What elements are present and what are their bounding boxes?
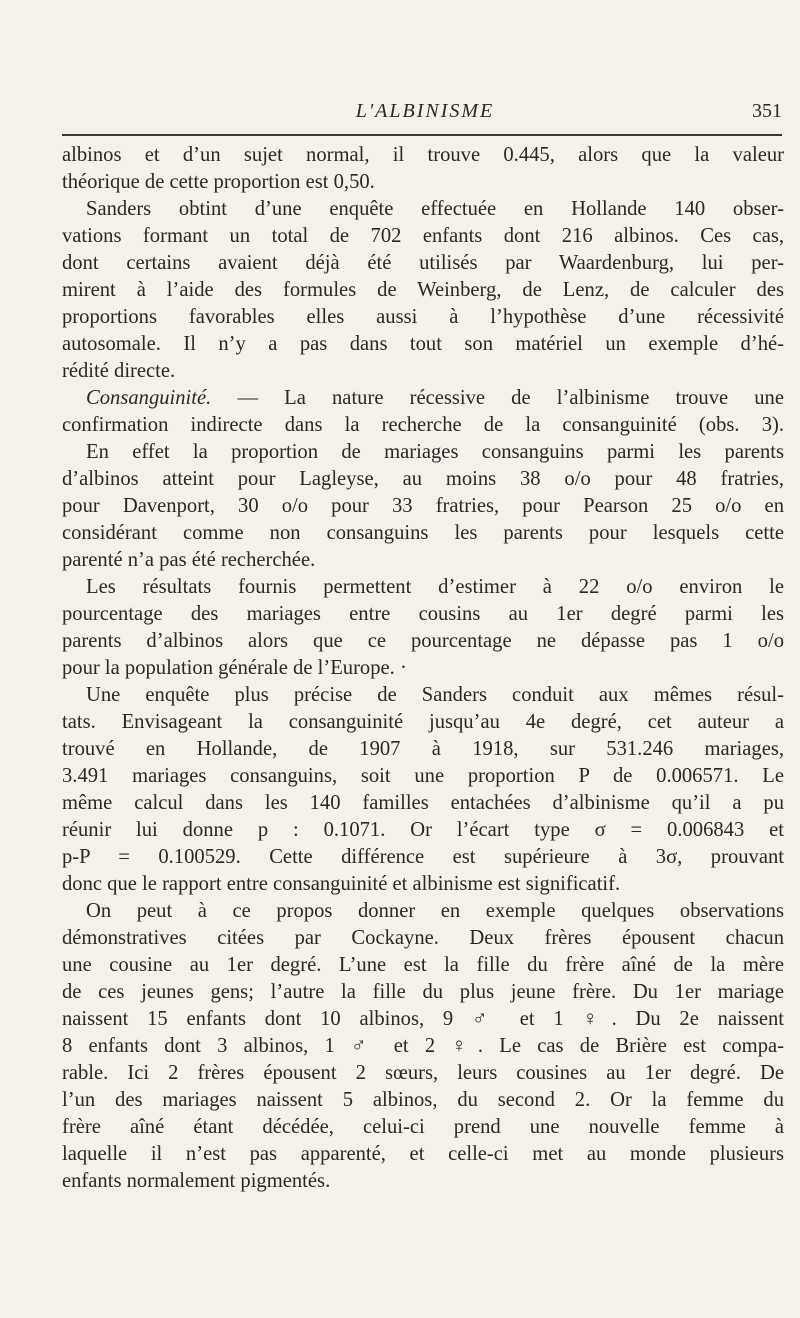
line-text: 8 enfants dont 3 albinos, 1 ♂ et 2 ♀. Le cas de Brière est compa- xyxy=(62,1035,784,1057)
running-title: L'ALBINISME xyxy=(355,100,495,122)
text-line xyxy=(62,250,784,277)
line-text: l’un des mariages naissent 5 albinos, du second 2. Or la femme du xyxy=(62,1089,784,1111)
line-text: considérant comme non consanguins les parents pour lesquels cette xyxy=(62,522,784,544)
text-line xyxy=(62,682,784,709)
page-number: 351 xyxy=(752,100,782,122)
text-line xyxy=(62,277,784,304)
text-line xyxy=(62,1087,784,1114)
line-text: En effet la proportion de mariages consanguins parmi les parents xyxy=(86,441,784,463)
line-text: — La nature récessive de l’albinisme trouve une xyxy=(237,387,784,409)
text-line xyxy=(62,223,784,250)
line-text: rédité directe. xyxy=(62,360,176,382)
line-text: On peut à ce propos donner en exemple quelques observations xyxy=(86,900,784,922)
line-text: démonstratives citées par Cockayne. Deux frères épousent chacun xyxy=(62,927,784,949)
text-line xyxy=(62,493,784,520)
text-line xyxy=(62,871,784,898)
text-line xyxy=(62,1141,784,1168)
line-text: Une enquête plus précise de Sanders conduit aux mêmes résul- xyxy=(86,684,784,706)
line-text: pour Davenport, 30 o/o pour 33 fratries, pour Pearson 25 o/o en xyxy=(62,495,784,517)
line-text: d’albinos atteint pour Lagleyse, au moins 38 o/o pour 48 fratries, xyxy=(62,468,784,490)
page-header xyxy=(62,98,788,128)
text-line xyxy=(62,304,784,331)
line-text: Sanders obtint d’une enquête effectuée en Hollande 140 obser- xyxy=(86,198,784,220)
line-text: proportions favorables elles aussi à l’hypothèse d’une récessivité xyxy=(62,306,784,328)
text-line xyxy=(62,763,784,790)
line-text: de ces jeunes gens; l’autre la fille du plus jeune frère. Du 1er mariage xyxy=(62,981,784,1003)
text-line xyxy=(62,385,784,412)
text-line xyxy=(62,709,784,736)
text-line xyxy=(62,439,784,466)
text-line xyxy=(62,979,784,1006)
text-line xyxy=(62,547,784,574)
line-text: laquelle il n’est pas apparenté, et celle-ci met au monde plusieurs xyxy=(62,1143,784,1165)
line-text: enfants normalement pigmentés. xyxy=(62,1170,331,1192)
text-line xyxy=(62,1060,784,1087)
text-line xyxy=(62,628,784,655)
text-line xyxy=(62,655,784,682)
text-line xyxy=(62,574,784,601)
text-line xyxy=(62,1114,784,1141)
line-text: frère aîné étant décédée, celui-ci prend une nouvelle femme à xyxy=(62,1116,784,1138)
line-text: vations formant un total de 702 enfants dont 216 albinos. Ces cas, xyxy=(62,225,784,247)
text-line xyxy=(62,331,784,358)
text-line xyxy=(62,952,784,979)
line-text: rable. Ici 2 frères épousent 2 sœurs, leurs cousines au 1er degré. De xyxy=(62,1062,784,1084)
line-text: albinos et d’un sujet normal, il trouve 0.445, alors que la valeur xyxy=(62,144,784,166)
section-lead: Consanguinité. xyxy=(86,387,212,409)
line-text: Les résultats fournis permettent d’estimer à 22 o/o environ le xyxy=(86,576,784,598)
text-line xyxy=(62,358,784,385)
text-line xyxy=(62,736,784,763)
text-line xyxy=(62,1168,784,1195)
line-text: dont certains avaient déjà été utilisés par Waardenburg, lui per- xyxy=(62,252,784,274)
text-line xyxy=(62,817,784,844)
line-text: pourcentage des mariages entre cousins au 1er degré parmi les xyxy=(62,603,784,625)
line-text: parents d’albinos alors que ce pourcentage ne dépasse pas 1 o/o xyxy=(62,630,784,652)
line-text: naissent 15 enfants dont 10 albinos, 9 ♂ et 1 ♀. Du 2e naissent xyxy=(62,1008,784,1030)
line-text: théorique de cette proportion est 0,50. xyxy=(62,171,375,193)
text-line xyxy=(62,790,784,817)
text-line xyxy=(62,520,784,547)
text-line xyxy=(62,1033,784,1060)
text-line xyxy=(62,142,784,169)
header-rule xyxy=(62,134,782,136)
line-text: 3.491 mariages consanguins, soit une proportion P de 0.006571. Le xyxy=(62,765,784,787)
line-text: confirmation indirecte dans la recherche de la consanguinité (obs. 3). xyxy=(62,414,784,436)
line-text: pour la population générale de l’Europe. · xyxy=(62,657,407,679)
line-text: donc que le rapport entre consanguinité et albinisme est significatif. xyxy=(62,873,621,895)
line-text: réunir lui donne p : 0.1071. Or l’écart type σ = 0.006843 et xyxy=(62,819,784,841)
line-text: même calcul dans les 140 familles entachées d’albinisme qu’il a pu xyxy=(62,792,784,814)
text-line xyxy=(62,1006,784,1033)
line-text: mirent à l’aide des formules de Weinberg, de Lenz, de calculer des xyxy=(62,279,784,301)
line-text: trouvé en Hollande, de 1907 à 1918, sur 531.246 mariages, xyxy=(62,738,784,760)
line-text: p-P = 0.100529. Cette différence est supérieure à 3σ, prouvant xyxy=(62,846,784,868)
body-text xyxy=(62,142,784,1195)
text-line xyxy=(62,466,784,493)
line-text: une cousine au 1er degré. L’une est la fille du frère aîné de la mère xyxy=(62,954,784,976)
text-line xyxy=(62,844,784,871)
text-line xyxy=(62,898,784,925)
text-line xyxy=(62,196,784,223)
text-line xyxy=(62,925,784,952)
text-line xyxy=(62,601,784,628)
text-line xyxy=(62,169,784,196)
line-text: parenté n’a pas été recherchée. xyxy=(62,549,316,571)
line-text: tats. Envisageant la consanguinité jusqu’au 4e degré, cet auteur a xyxy=(62,711,784,733)
line-text: autosomale. Il n’y a pas dans tout son matériel un exemple d’hé- xyxy=(62,333,784,355)
text-line xyxy=(62,412,784,439)
